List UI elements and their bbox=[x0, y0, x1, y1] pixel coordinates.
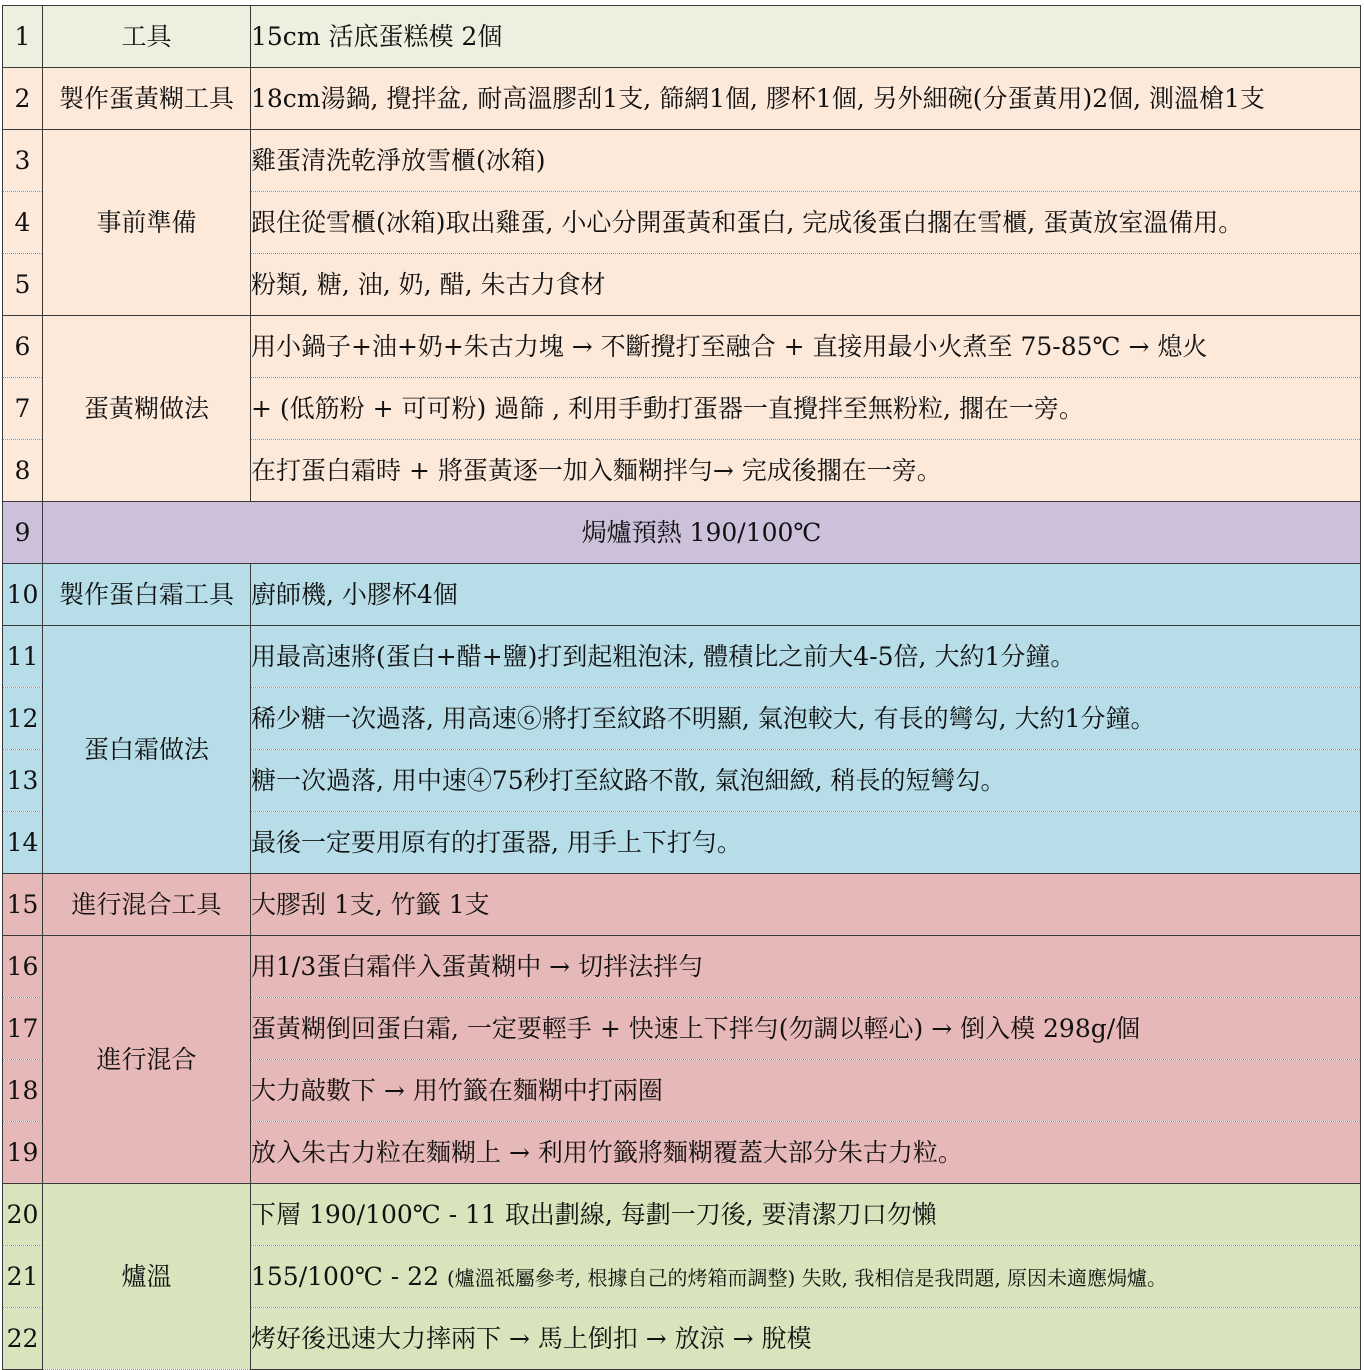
row-number: 1 bbox=[3, 6, 43, 68]
row-number: 10 bbox=[3, 564, 43, 626]
step-text: 廚師機, 小膠杯4個 bbox=[251, 564, 1361, 626]
step-text: 跟住從雪櫃(冰箱)取出雞蛋, 小心分開蛋黃和蛋白, 完成後蛋白擱在雪櫃, 蛋黃放室溫備用。 bbox=[251, 192, 1361, 254]
category-mixing: 進行混合 bbox=[43, 936, 251, 1184]
row-number: 20 bbox=[3, 1184, 43, 1246]
row-number: 22 bbox=[3, 1308, 43, 1370]
table-row bbox=[3, 564, 1361, 626]
step-text: 在打蛋白霜時 + 將蛋黃逐一加入麵糊拌勻→ 完成後擱在一旁。 bbox=[251, 440, 1361, 502]
row-number: 19 bbox=[3, 1122, 43, 1184]
row-number: 16 bbox=[3, 936, 43, 998]
category-yolk-method: 蛋黃糊做法 bbox=[43, 316, 251, 502]
step-text: 糖一次過落, 用中速④75秒打至紋路不散, 氣泡細緻, 稍長的短彎勾。 bbox=[251, 750, 1361, 812]
step-text: 粉類, 糖, 油, 奶, 醋, 朱古力食材 bbox=[251, 254, 1361, 316]
row-number: 18 bbox=[3, 1060, 43, 1122]
row-number: 15 bbox=[3, 874, 43, 936]
step-text: 用最高速將(蛋白+醋+鹽)打到起粗泡沫, 體積比之前大4-5倍, 大約1分鐘。 bbox=[251, 626, 1361, 688]
row-number: 2 bbox=[3, 68, 43, 130]
category-oven-temp: 爐溫 bbox=[43, 1184, 251, 1370]
category-meringue-tools: 製作蛋白霜工具 bbox=[43, 564, 251, 626]
step-text: 稀少糖一次過落, 用高速⑥將打至紋路不明顯, 氣泡較大, 有長的彎勾, 大約1分鐘。 bbox=[251, 688, 1361, 750]
step-text bbox=[251, 1246, 1361, 1308]
row-number: 8 bbox=[3, 440, 43, 502]
row-number: 7 bbox=[3, 378, 43, 440]
row-number: 4 bbox=[3, 192, 43, 254]
row-number: 6 bbox=[3, 316, 43, 378]
table-row bbox=[3, 874, 1361, 936]
step-text: 大力敲數下 → 用竹籤在麵糊中打兩圈 bbox=[251, 1060, 1361, 1122]
row-number: 12 bbox=[3, 688, 43, 750]
table-row bbox=[3, 68, 1361, 130]
row-number: 21 bbox=[3, 1246, 43, 1308]
category-mixing-tools: 進行混合工具 bbox=[43, 874, 251, 936]
table-row bbox=[3, 936, 1361, 998]
table-row bbox=[3, 6, 1361, 68]
row-number: 5 bbox=[3, 254, 43, 316]
row-number: 13 bbox=[3, 750, 43, 812]
step-text: 18cm湯鍋, 攪拌盆, 耐高溫膠刮1支, 篩網1個, 膠杯1個, 另外細碗(分蛋黃用)2個, 測溫槍1支 bbox=[251, 68, 1361, 130]
step-text: 蛋黃糊倒回蛋白霜, 一定要輕手 + 快速上下拌勻(勿調以輕心) → 倒入模 298g/個 bbox=[251, 998, 1361, 1060]
preheat-text: 焗爐預熱 190/100℃ bbox=[43, 502, 1361, 564]
category-tools: 工具 bbox=[43, 6, 251, 68]
oven-temp-note: (爐溫祗屬參考, 根據自己的烤箱而調整) 失敗, 我相信是我問題, 原因未適應焗爐。 bbox=[446, 1265, 1168, 1290]
step-text: 最後一定要用原有的打蛋器, 用手上下打勻。 bbox=[251, 812, 1361, 874]
table-row bbox=[3, 316, 1361, 378]
category-preparation: 事前準備 bbox=[43, 130, 251, 316]
table-row bbox=[3, 130, 1361, 192]
table-row bbox=[3, 626, 1361, 688]
step-text: 用1/3蛋白霜伴入蛋黃糊中 → 切拌法拌勻 bbox=[251, 936, 1361, 998]
step-text: 雞蛋清洗乾淨放雪櫃(冰箱) bbox=[251, 130, 1361, 192]
row-number: 11 bbox=[3, 626, 43, 688]
category-yolk-tools: 製作蛋黃糊工具 bbox=[43, 68, 251, 130]
row-number: 17 bbox=[3, 998, 43, 1060]
step-text: 放入朱古力粒在麵糊上 → 利用竹籤將麵糊覆蓋大部分朱古力粒。 bbox=[251, 1122, 1361, 1184]
step-text: 大膠刮 1支, 竹籤 1支 bbox=[251, 874, 1361, 936]
step-text: 下層 190/100℃ - 11 取出劃線, 每劃一刀後, 要清潔刀口勿懶 bbox=[251, 1184, 1361, 1246]
category-meringue-method: 蛋白霜做法 bbox=[43, 626, 251, 874]
step-text: 15cm 活底蛋糕模 2個 bbox=[251, 6, 1361, 68]
table-row bbox=[3, 1184, 1361, 1246]
row-number: 9 bbox=[3, 502, 43, 564]
recipe-table bbox=[2, 5, 1361, 1370]
row-number: 14 bbox=[3, 812, 43, 874]
row-number: 3 bbox=[3, 130, 43, 192]
step-text: 用小鍋子+油+奶+朱古力塊 → 不斷攪打至融合 + 直接用最小火煮至 75-85℃ → 熄火 bbox=[251, 316, 1361, 378]
step-text: + (低筋粉 + 可可粉) 過篩 , 利用手動打蛋器一直攪拌至無粉粒, 擱在一旁。 bbox=[251, 378, 1361, 440]
step-text: 烤好後迅速大力摔兩下 → 馬上倒扣 → 放涼 → 脫模 bbox=[251, 1308, 1361, 1370]
table-row bbox=[3, 502, 1361, 564]
oven-temp-value: 155/100℃ - 22 bbox=[251, 1261, 447, 1291]
